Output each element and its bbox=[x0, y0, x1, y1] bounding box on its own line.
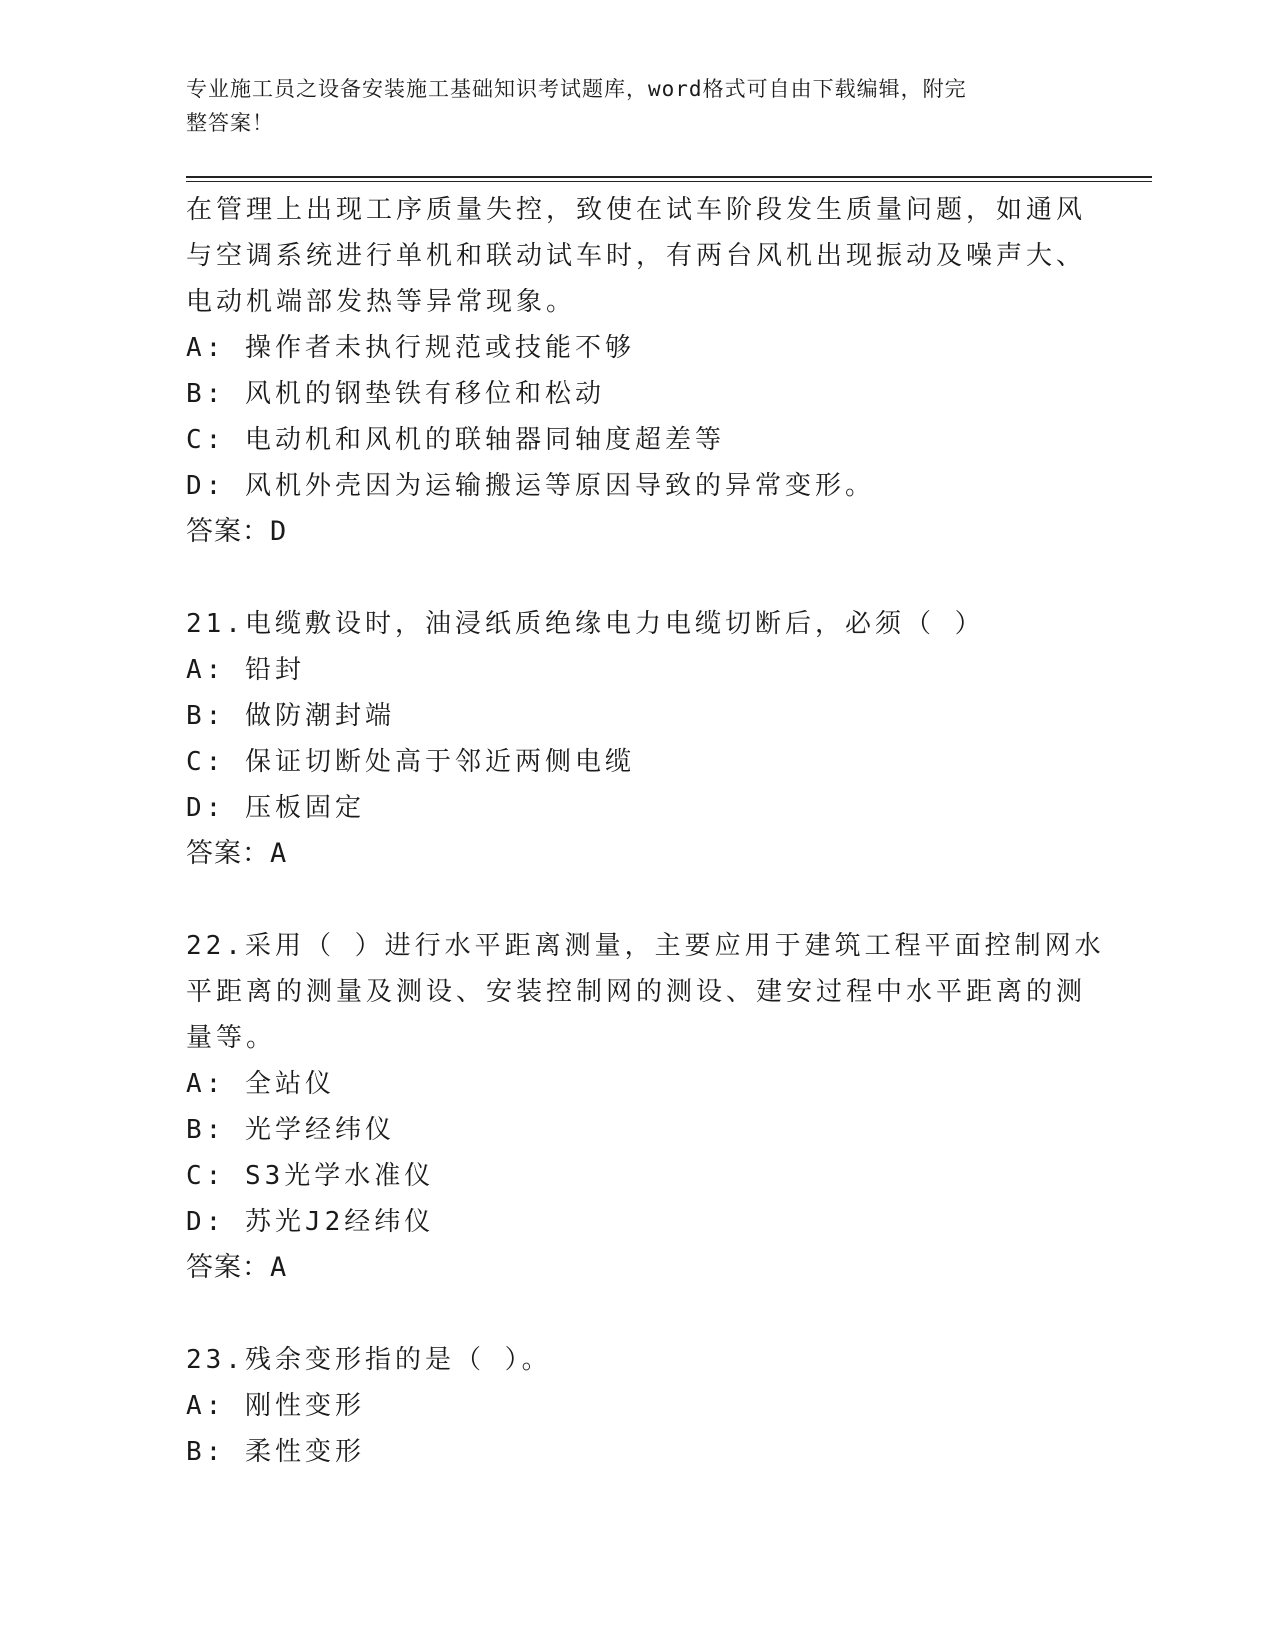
option-a: A: 铅封 bbox=[186, 655, 305, 685]
question-stem-line: 在管理上出现工序质量失控，致使在试车阶段发生质量问题，如通风 bbox=[186, 195, 1087, 225]
option-d: D: 压板固定 bbox=[186, 793, 365, 823]
question-stem: 23.残余变形指的是（ ）。 bbox=[186, 1345, 552, 1375]
option-a: A: 刚性变形 bbox=[186, 1391, 365, 1421]
question-stem: 21.电缆敷设时，油浸纸质绝缘电力电缆切断后，必须（ ） bbox=[186, 609, 985, 639]
question-stem-line: 量等。 bbox=[186, 1023, 277, 1053]
answer-label: 答案：A bbox=[186, 1252, 288, 1283]
option-c: C: 电动机和风机的联轴器同轴度超差等 bbox=[186, 425, 725, 455]
question-stem-line: 平距离的测量及测设、安装控制网的测设、建安过程中水平距离的测 bbox=[186, 977, 1087, 1007]
option-c: C: 保证切断处高于邻近两侧电缆 bbox=[186, 747, 635, 777]
question-21 bbox=[186, 601, 1066, 877]
spacer bbox=[186, 877, 1066, 923]
question-content bbox=[186, 187, 1105, 1475]
spacer bbox=[186, 555, 1066, 601]
option-b: B: 柔性变形 bbox=[186, 1437, 365, 1467]
option-d: D: 风机外壳因为运输搬运等原因导致的异常变形。 bbox=[186, 471, 875, 501]
header-title-line-1: 专业施工员之设备安装施工基础知识考试题库，word格式可自由下载编辑，附完 bbox=[186, 77, 967, 101]
header-divider-thick bbox=[186, 176, 1152, 178]
question-stem-line: 与空调系统进行单机和联动试车时，有两台风机出现振动及噪声大、 bbox=[186, 241, 1087, 271]
question-stem-line: 电动机端部发热等异常现象。 bbox=[186, 287, 577, 317]
spacer bbox=[186, 1291, 1066, 1337]
option-a: A: 操作者未执行规范或技能不够 bbox=[186, 333, 635, 363]
option-a: A: 全站仪 bbox=[186, 1069, 335, 1099]
question-23 bbox=[186, 1337, 1066, 1475]
header-title-line-2: 整答案！ bbox=[186, 111, 274, 135]
header-divider-thin bbox=[186, 181, 1152, 182]
option-b: B: 做防潮封端 bbox=[186, 701, 395, 731]
answer-label: 答案：D bbox=[186, 516, 288, 547]
option-b: B: 风机的钢垫铁有移位和松动 bbox=[186, 379, 605, 409]
option-b: B: 光学经纬仪 bbox=[186, 1115, 395, 1145]
question-20-continued bbox=[186, 187, 1087, 555]
option-c: C: S3光学水准仪 bbox=[186, 1161, 435, 1191]
option-d: D: 苏光J2经纬仪 bbox=[186, 1207, 435, 1237]
document-header bbox=[186, 72, 1066, 140]
answer-label: 答案：A bbox=[186, 838, 288, 869]
question-22 bbox=[186, 923, 1105, 1291]
question-stem-line: 22.采用（ ）进行水平距离测量，主要应用于建筑工程平面控制网水 bbox=[186, 931, 1105, 961]
